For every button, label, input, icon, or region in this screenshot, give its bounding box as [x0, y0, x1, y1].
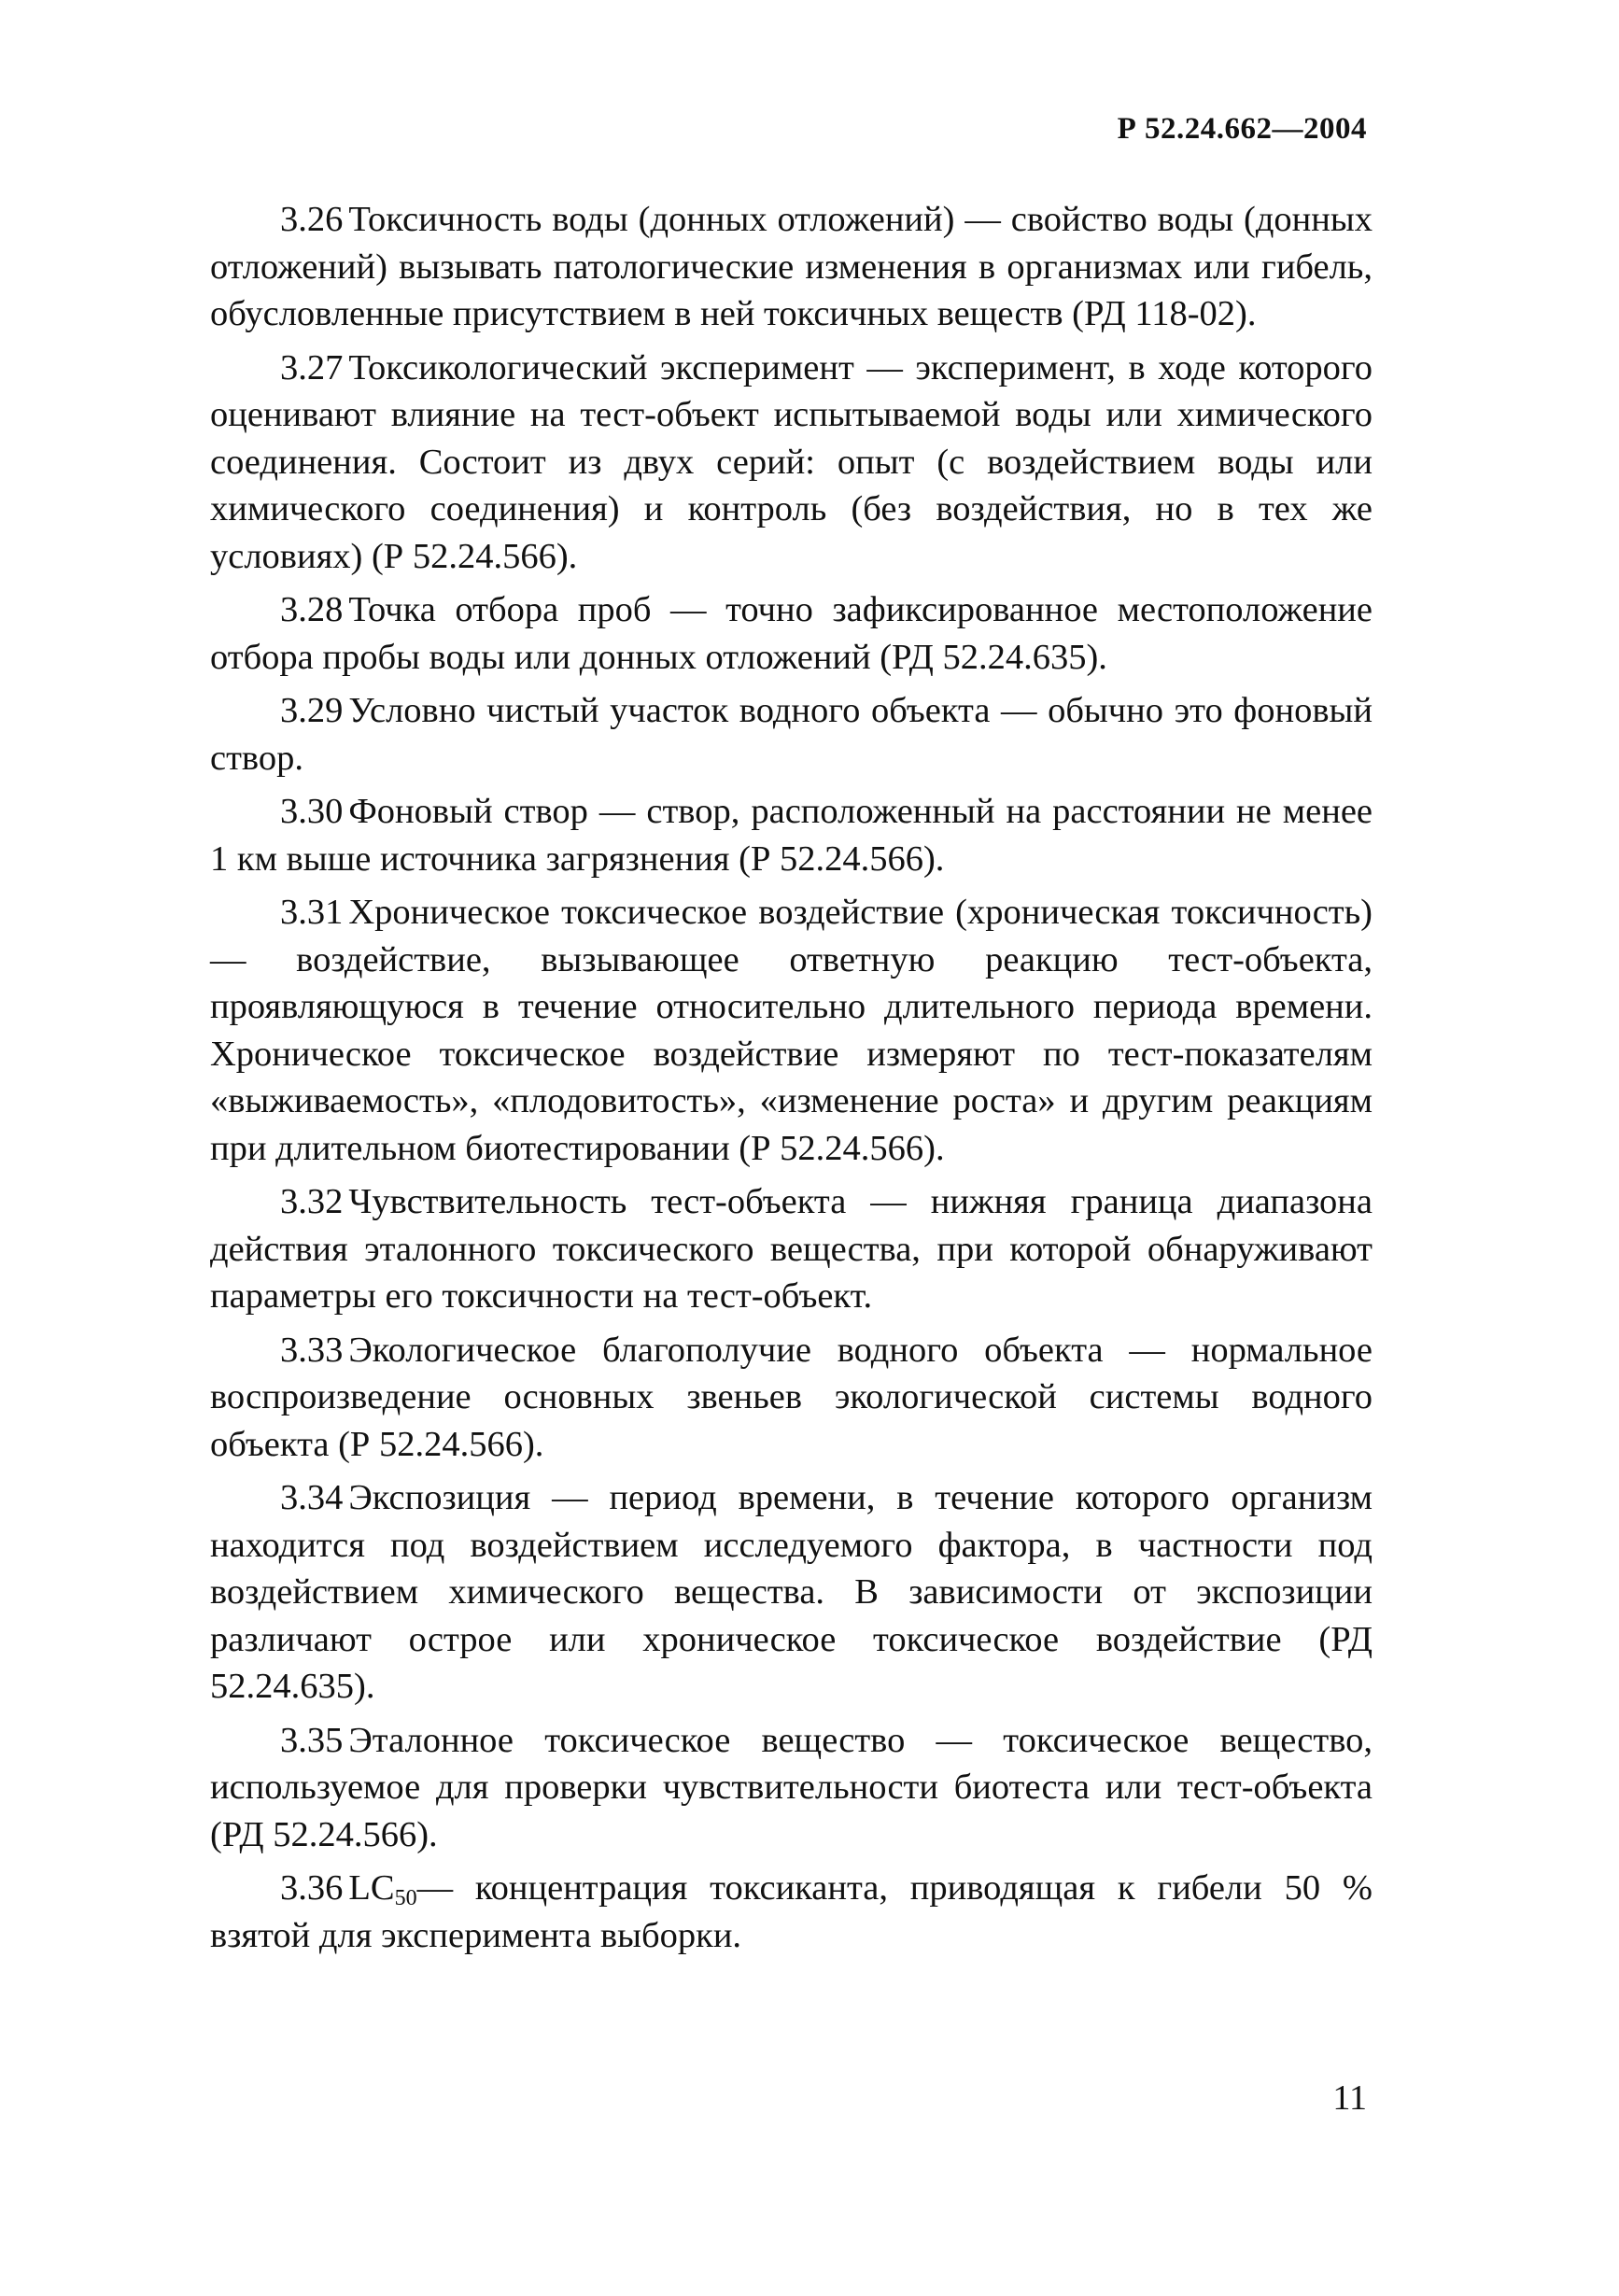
paragraph-text: Фоновый створ — створ, расположенный на расстоянии не менее 1 км выше источника загрязнения (Р 52.24.566).	[210, 792, 1373, 879]
paragraph-text: Токсичность воды (донных отложений) — свойство воды (донных отложений) вызывать патологические изменения в организмах или гибель, обусловленные присутствием в ней токсичных веществ (РД 118-02).	[210, 200, 1373, 333]
paragraph-3-31	[210, 889, 1373, 1172]
paragraph-3-34	[210, 1474, 1373, 1711]
paragraph-text: Экологическое благополучие водного объекта — нормальное воспроизведение основных звеньев экологической системы водного объекта (Р 52.24.566).	[210, 1330, 1373, 1464]
document-code: Р 52.24.662—2004	[1117, 112, 1367, 146]
document-body	[210, 196, 1373, 1965]
paragraph-text: Чувствительность тест-объекта — нижняя граница диапазона действия эталонного токсического вещества, при которой обнаруживают параметры его токсичности на тест-объект.	[210, 1182, 1373, 1316]
paragraph-number: 3.34	[280, 1478, 344, 1517]
paragraph-text: Точка отбора проб — точно зафиксированное местоположение отбора пробы воды или донных отложений (РД 52.24.635).	[210, 590, 1373, 677]
paragraph-text: Хроническое токсическое воздействие (хроническая токсичность) — воздействие, вызывающее ответную реакцию тест-объекта, проявляющуюся в течение относительно длительного периода времени. Хроническое токсическое воздействие измеряют по тест-показателям «выживаемость», «плодовитость», «изменение роста» и другим реакциям при длительном биотестировании (Р 52.24.566).	[210, 893, 1373, 1168]
paragraph-3-36	[210, 1865, 1373, 1959]
paragraph-text: Условно чистый участок водного объекта — обычно это фоновый створ.	[210, 691, 1373, 778]
paragraph-number: 3.26	[280, 200, 344, 239]
paragraph-number: 3.30	[280, 792, 344, 831]
paragraph-number: 3.32	[280, 1182, 344, 1221]
paragraph-text: Токсикологический эксперимент — эксперимент, в ходе которого оценивают влияние на тест-объект испытываемой воды или химического соединения. Состоит из двух серий: опыт (с воздействием воды или химического соединения) и контроль (без воздействия, но в тех же условиях) (Р 52.24.566).	[210, 347, 1373, 576]
paragraph-number: 3.27	[280, 347, 344, 387]
paragraph-text: — концентрация токсиканта, приводящая к гибели 50 % взятой для эксперимента выборки.	[210, 1868, 1373, 1955]
paragraph-number: 3.35	[280, 1720, 344, 1760]
page-number: 11	[1332, 2078, 1367, 2118]
paragraph-3-26	[210, 196, 1373, 338]
term-subscript: 50	[394, 1886, 417, 1910]
paragraph-text: Эталонное токсическое вещество — токсическое вещество, используемое для проверки чувствительности биотеста или тест-объекта (РД 52.24.566).	[210, 1720, 1373, 1854]
paragraph-number: 3.33	[280, 1330, 344, 1370]
paragraph-3-33	[210, 1327, 1373, 1469]
term-lc: LC	[348, 1868, 395, 1908]
paragraph-3-32	[210, 1178, 1373, 1320]
paragraph-number: 3.29	[280, 691, 344, 730]
paragraph-3-27	[210, 345, 1373, 581]
paragraph-text: Экспозиция — период времени, в течение которого организм находится под воздействием исследуемого фактора, в частности под воздействием химического вещества. В зависимости от экспозиции различают острое или хроническое токсическое воздействие (РД 52.24.635).	[210, 1478, 1373, 1706]
paragraph-number: 3.28	[280, 590, 344, 629]
paragraph-3-35	[210, 1717, 1373, 1859]
paragraph-3-30	[210, 788, 1373, 882]
paragraph-3-29	[210, 687, 1373, 782]
paragraph-3-28	[210, 586, 1373, 681]
paragraph-number: 3.31	[280, 893, 344, 932]
paragraph-number: 3.36	[280, 1868, 344, 1908]
